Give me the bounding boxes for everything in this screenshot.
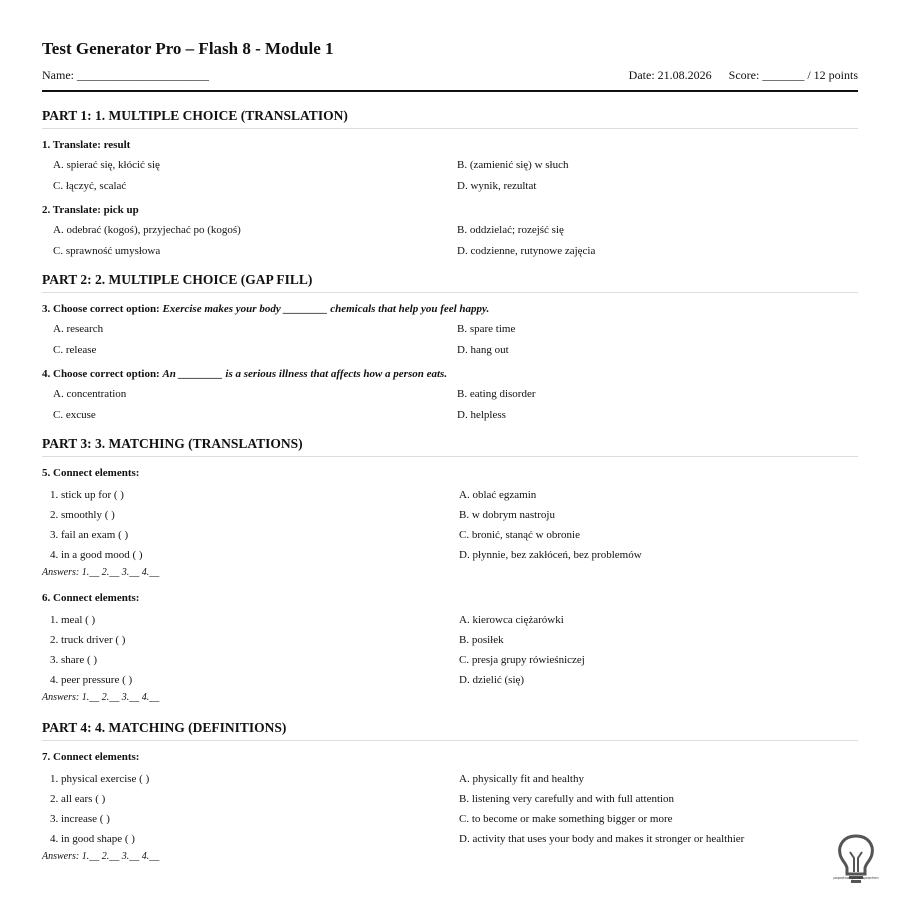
header-row (42, 68, 858, 92)
option-c: C. release (53, 344, 97, 356)
match-left-item: 1. meal ( ) (50, 614, 96, 626)
question-7-title: 7. Connect elements: (42, 751, 140, 763)
question-3-prefix: 3. Choose correct option: (42, 303, 163, 315)
question-3-title (42, 303, 858, 315)
match-right-item: C. presja grupy rówieśniczej (459, 654, 585, 666)
logo-text: paprotnangielskisprachen (833, 876, 879, 880)
match-left-item: 2. smoothly ( ) (50, 509, 115, 521)
question-5-title: 5. Connect elements: (42, 467, 140, 479)
match-left-item: 3. share ( ) (50, 654, 98, 666)
option-b: B. spare time (457, 323, 516, 335)
question-3-sentence: Exercise makes your body ________ chemicals that help you feel happy. (162, 303, 490, 315)
option-d: D. codzienne, rutynowe zajęcia (457, 245, 596, 257)
option-d: D. wynik, rezultat (457, 180, 537, 192)
question-3-options (42, 319, 858, 361)
question-2-options (42, 220, 858, 262)
question-6-title: 6. Connect elements: (42, 592, 140, 604)
page-title: Test Generator Pro – Flash 8 - Module 1 (42, 39, 334, 58)
question-4-title (42, 368, 858, 380)
part1-title: PART 1: 1. MULTIPLE CHOICE (TRANSLATION) (42, 108, 858, 129)
question-4-sentence: An ________ is a serious illness that affects how a person eats. (162, 368, 448, 380)
match-right-item: D. dzielić (się) (459, 674, 525, 686)
match-left-item: 4. in good shape ( ) (50, 833, 135, 845)
match-right-item: A. physically fit and healthy (459, 773, 584, 785)
part4-title: PART 4: 4. MATCHING (DEFINITIONS) (42, 720, 858, 741)
name-field: Name: ______________________ (42, 68, 209, 82)
question-7-matching (42, 769, 858, 849)
match-right-item: C. bronić, stanąć w obronie (459, 529, 580, 541)
match-right-item: A. oblać egzamin (459, 489, 537, 501)
question-6-matching (42, 610, 858, 690)
option-c: C. sprawność umysłowa (53, 245, 161, 257)
question-1-title: 1. Translate: result (42, 139, 131, 151)
question-5-answers: Answers: 1.__ 2.__ 3.__ 4.__ (42, 567, 160, 578)
part3-title: PART 3: 3. MATCHING (TRANSLATIONS) (42, 436, 858, 457)
match-right-item: B. posiłek (459, 634, 504, 646)
question-5-matching (42, 485, 858, 565)
match-left-item: 1. stick up for ( ) (50, 489, 124, 501)
match-left-item: 2. all ears ( ) (50, 793, 106, 805)
option-b: B. (zamienić się) w słuch (457, 159, 569, 171)
question-7-answers: Answers: 1.__ 2.__ 3.__ 4.__ (42, 851, 160, 862)
part2-title: PART 2: 2. MULTIPLE CHOICE (GAP FILL) (42, 272, 858, 293)
option-b: B. eating disorder (457, 388, 536, 400)
question-6-answers: Answers: 1.__ 2.__ 3.__ 4.__ (42, 692, 160, 703)
match-right-item: B. listening very carefully and with full attention (459, 793, 675, 805)
option-c: C. łączyć, scalać (53, 180, 127, 192)
question-4-prefix: 4. Choose correct option: (42, 368, 163, 380)
question-1-options (42, 155, 858, 197)
option-d: D. helpless (457, 409, 506, 421)
match-right-item: A. kierowca ciężarówki (459, 614, 564, 626)
option-c: C. excuse (53, 409, 96, 421)
match-left-item: 1. physical exercise ( ) (50, 773, 150, 785)
match-right-item: B. w dobrym nastroju (459, 509, 555, 521)
option-b: B. oddzielać; rozejść się (457, 224, 564, 236)
option-a: A. concentration (53, 388, 127, 400)
match-left-item: 3. fail an exam ( ) (50, 529, 129, 541)
date-label: Date: 21.08.2026 (628, 68, 712, 82)
match-left-item: 4. in a good mood ( ) (50, 549, 143, 561)
option-a: A. odebrać (kogoś), przyjechać po (kogoś) (53, 224, 241, 236)
match-right-item: C. to become or make something bigger or more (459, 813, 673, 825)
score-field: Score: _______ / 12 points (728, 68, 858, 82)
header-meta (615, 68, 858, 83)
test-sheet (42, 38, 858, 865)
option-a: A. research (53, 323, 104, 335)
match-left-item: 4. peer pressure ( ) (50, 674, 133, 686)
match-left-item: 3. increase ( ) (50, 813, 110, 825)
match-right-item: D. płynnie, bez zakłóceń, bez problemów (459, 549, 642, 561)
match-left-item: 2. truck driver ( ) (50, 634, 126, 646)
option-d: D. hang out (457, 344, 509, 356)
option-a: A. spierać się, kłócić się (53, 159, 160, 171)
question-2-title: 2. Translate: pick up (42, 204, 139, 216)
match-right-item: D. activity that uses your body and makes it stronger or healthier (459, 833, 745, 845)
question-4-options (42, 384, 858, 426)
